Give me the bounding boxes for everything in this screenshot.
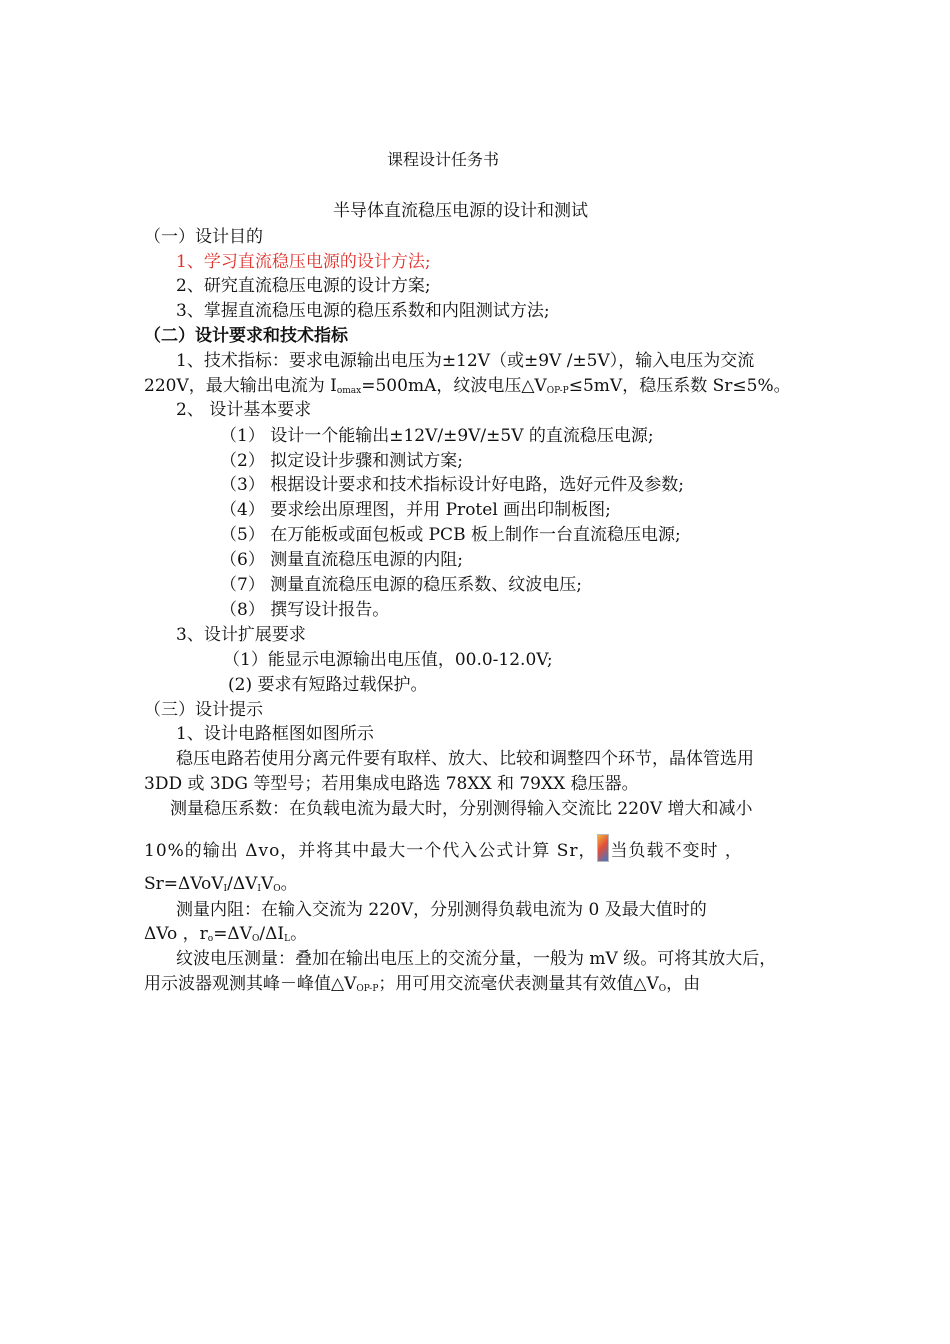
list-item: （7） 测量直流稳压电源的稳压系数、纹波电压;	[220, 575, 582, 595]
paragraph-line: $Sr=\Delta VoV_I/\Delta V_IV_O$。	[144, 874, 298, 894]
paragraph-line: 3DD 或 3DG 等型号；若用集成电路选 78XX 和 79XX 稳压器。	[144, 774, 639, 794]
list-item: 1、学习直流稳压电源的设计方法;	[176, 252, 431, 272]
formula-image-icon	[597, 834, 609, 862]
paragraph-line: 用示波器观测其峰－峰值$\triangle V_{OP-P}$；用可用交流毫伏表测量其有效值$\triangle V_O$，由	[144, 974, 701, 994]
list-item: 2、研究直流稳压电源的设计方案;	[176, 276, 431, 296]
paragraph-line: 10%的输出 Δvo，并将其中最大一个代入公式计算 Sr， 当负载不变时 ，	[144, 834, 743, 863]
list-item: （8） 撰写设计报告。	[220, 600, 390, 620]
section-heading: （三）设计提示	[144, 700, 263, 720]
doc-title: 课程设计任务书	[387, 150, 500, 169]
paragraph-line: 测量稳压系数：在负载电流为最大时，分别测得输入交流比 220V 增大和减小	[170, 799, 753, 819]
subsection-heading: 2、 设计基本要求	[176, 400, 312, 420]
list-item: （2） 拟定设计步骤和测试方案;	[220, 451, 463, 471]
paragraph-line: 1、设计电路框图如图所示	[176, 724, 374, 744]
list-item: 3、掌握直流稳压电源的稳压系数和内阻测试方法;	[176, 301, 550, 321]
list-item: （1） 设计一个能输出±12V/±9V/±5V 的直流稳压电源;	[220, 426, 654, 446]
paragraph-line: ΔVo ，$r_o=\Delta V_O/\Delta I_L$。	[144, 924, 308, 944]
list-item: （1）能显示电源输出电压值，00.0-12.0V;	[223, 650, 553, 670]
subsection-heading: 3、设计扩展要求	[176, 625, 306, 645]
list-item: (2) 要求有短路过载保护。	[228, 675, 428, 695]
list-item: （4） 要求绘出原理图，并用 Protel 画出印制板图;	[220, 500, 611, 520]
paragraph-line: 1、技术指标：要求电源输出电压为±12V（或±9V /±5V），输入电压为交流	[176, 351, 755, 371]
list-item: （3） 根据设计要求和技术指标设计好电路，选好元件及参数;	[220, 475, 684, 495]
section-heading: （二）设计要求和技术指标	[144, 326, 348, 346]
list-item: （6） 测量直流稳压电源的内阻;	[220, 550, 463, 570]
paragraph-line: 稳压电路若使用分离元件要有取样、放大、比较和调整四个环节，晶体管选用	[176, 749, 754, 769]
list-item: （5） 在万能板或面包板或 PCB 板上制作一台直流稳压电源;	[220, 525, 681, 545]
paragraph-line: 纹波电压测量：叠加在输出电压上的交流分量，一般为 mV 级。可将其放大后，	[176, 949, 777, 969]
paragraph-line: 测量内阻：在输入交流为 220V，分别测得负载电流为 0 及最大值时的	[176, 900, 707, 920]
doc-subtitle: 半导体直流稳压电源的设计和测试	[333, 201, 588, 221]
section-heading: （一）设计目的	[144, 227, 263, 247]
paragraph-line: 220V，最大输出电流为 $I_{omax}=500mA$，纹波电压$\triangle V_{OP-P}\le 5mV$，稳压系数 Sr≤5%。	[144, 376, 791, 396]
